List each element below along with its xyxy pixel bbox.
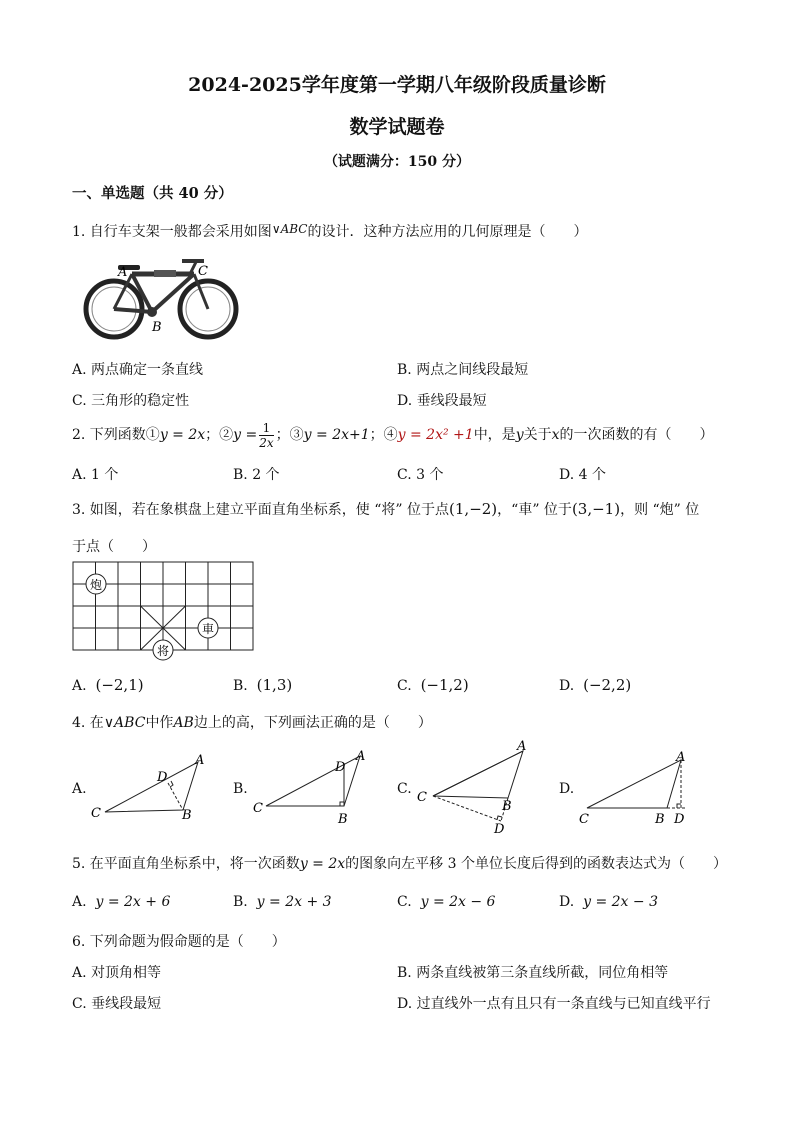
question-5-stem xyxy=(72,853,727,873)
q1-option-c[interactable]: C. 三角形的稳定性 xyxy=(72,393,190,409)
score-note: （试题满分：150 分） xyxy=(323,154,471,170)
q6-option-b[interactable]: B. 两条直线被第三条直线所截，同位角相等 xyxy=(397,965,669,981)
q2-var-x: x xyxy=(551,427,560,443)
question-2-stem xyxy=(72,420,714,450)
option-value: y = 2x + 3 xyxy=(256,894,332,910)
q6-option-c[interactable]: C. 垂线段最短 xyxy=(72,996,162,1012)
question-3-line-1 xyxy=(72,499,699,519)
option-value: (−2,1) xyxy=(95,676,144,694)
fraction-numerator: 1 xyxy=(259,421,273,436)
fig-a-label-b: B xyxy=(182,808,192,823)
option-value: y = 2x + 6 xyxy=(95,894,171,910)
fig-a-label-d: D xyxy=(157,770,168,785)
q1-option-b[interactable]: B. 两点之间线段最短 xyxy=(397,362,529,378)
piece-jiang-label: 将 xyxy=(156,644,170,658)
q2-suffix-b: 关于 xyxy=(523,427,552,443)
exam-subtitle: 数学试题卷 xyxy=(349,116,445,138)
piece-pao-label: 炮 xyxy=(89,578,103,592)
fig-c-label-a: A xyxy=(517,739,527,754)
option-value: y = 2x − 3 xyxy=(583,894,658,910)
option-letter: C. xyxy=(397,894,412,910)
q5-option-a[interactable] xyxy=(72,894,170,910)
q2-prefix: 2. 下列函数① xyxy=(72,427,160,443)
bicycle-figure xyxy=(82,254,242,344)
question-4-stem xyxy=(72,712,432,732)
option-letter: C. xyxy=(397,678,412,694)
fig-b-label-c: C xyxy=(253,801,263,816)
option-letter: B. xyxy=(233,678,248,694)
option-letter: B. xyxy=(233,894,248,910)
q2-suffix-c: 的一次函数的有（ ） xyxy=(559,427,714,443)
q2-function-2-left: y = xyxy=(233,427,258,443)
q3-text-a: 3. 如图，若在象棋盘上建立平面直角坐标系，使 “将” 位于点 xyxy=(72,502,450,518)
q2-option-c[interactable]: C. 3 个 xyxy=(397,467,444,483)
q2-function-3: y = 2x+1 xyxy=(303,427,370,443)
q2-var-y: y xyxy=(515,427,524,443)
q2-option-b[interactable]: B. 2 个 xyxy=(233,467,280,483)
fig-a-label-c: C xyxy=(91,806,101,821)
fig-a-label-a: A xyxy=(195,753,205,768)
q4-figure-c xyxy=(413,736,538,838)
exam-title: 2024-2025学年度第一学期八年级阶段质量诊断 xyxy=(188,74,606,96)
q5-prefix: 5. 在平面直角坐标系中，将一次函数 xyxy=(72,856,300,872)
q3-point-jiang: (1,−2) xyxy=(449,500,498,518)
q5-option-d[interactable] xyxy=(559,894,658,910)
option-letter: A. xyxy=(72,678,87,694)
q4-figure-a xyxy=(88,748,216,824)
option-letter: D. xyxy=(559,894,575,910)
q2-sep-2: ；② xyxy=(205,427,234,443)
q5-option-b[interactable] xyxy=(233,894,332,910)
option-value: (−2,2) xyxy=(583,676,632,694)
q6-option-a[interactable]: A. 对顶角相等 xyxy=(72,965,162,981)
q3-option-d[interactable] xyxy=(559,676,631,694)
q2-function-2-fraction xyxy=(259,421,273,450)
q4-figure-d xyxy=(575,746,700,830)
option-letter: D. xyxy=(559,678,575,694)
question-3-line-2: 于点（ ） xyxy=(72,539,156,555)
option-letter: A. xyxy=(72,894,87,910)
q4-option-a[interactable]: A. xyxy=(72,781,87,797)
q3-option-a[interactable] xyxy=(72,676,144,694)
section-heading: 一、单选题（共 40 分） xyxy=(72,185,233,202)
fig-c-label-b: B xyxy=(502,799,512,814)
q1-triangle-symbol: ∨ABC xyxy=(271,222,308,236)
q6-option-d[interactable]: D. 过直线外一点有且只有一条直线与已知直线平行 xyxy=(397,996,711,1012)
fig-d-label-c: C xyxy=(579,812,589,827)
fig-d-label-a: A xyxy=(676,750,686,765)
option-value: (1,3) xyxy=(256,676,293,694)
q4-triangle-symbol: ∨ABC xyxy=(103,715,146,731)
q2-option-a[interactable]: A. 1 个 xyxy=(72,467,119,483)
bike-label-c: C xyxy=(198,264,208,279)
q4-figure-b xyxy=(250,744,380,828)
option-value: (−1,2) xyxy=(420,676,469,694)
q3-option-b[interactable] xyxy=(233,676,292,694)
q2-sep-4: ；④ xyxy=(369,427,398,443)
q2-option-d[interactable]: D. 4 个 xyxy=(559,467,606,483)
q4-suffix: 边上的高，下列画法正确的是（ ） xyxy=(193,715,432,731)
q3-text-c: ，则 “炮” 位 xyxy=(620,502,700,518)
option-value: y = 2x − 6 xyxy=(420,894,496,910)
q1-option-a[interactable]: A. 两点确定一条直线 xyxy=(72,362,204,378)
chessboard-figure xyxy=(72,560,256,664)
q4-option-b[interactable]: B. xyxy=(233,781,248,797)
q4-option-c[interactable]: C. xyxy=(397,781,412,797)
fig-b-label-b: B xyxy=(338,812,348,827)
bike-label-b: B xyxy=(152,320,162,335)
fig-c-label-c: C xyxy=(417,790,427,805)
bike-label-a: A xyxy=(118,265,128,280)
q4-segment: AB xyxy=(173,715,194,731)
piece-che-label: 車 xyxy=(201,622,215,636)
fraction-denominator: 2x xyxy=(259,435,274,450)
q2-suffix-a: 中，是 xyxy=(473,427,516,443)
fig-d-label-b: B xyxy=(655,812,665,827)
q2-function-4: y = 2x² +1 xyxy=(397,427,474,443)
q5-suffix: 的图象向左平移 3 个单位长度后得到的函数表达式为（ ） xyxy=(345,856,727,872)
q1-prefix: 1. 自行车支架一般都会采用如图 xyxy=(72,224,272,240)
q4-mid: 中作 xyxy=(145,715,174,731)
question-6-stem: 6. 下列命题为假命题的是（ ） xyxy=(72,934,286,950)
q1-option-d[interactable]: D. 垂线段最短 xyxy=(397,393,487,409)
q1-suffix: 的设计．这种方法应用的几何原理是（ ） xyxy=(307,224,588,240)
fig-d-label-d: D xyxy=(674,812,685,827)
q4-prefix: 4. 在 xyxy=(72,715,104,731)
question-1-stem xyxy=(72,221,587,241)
fig-c-label-d: D xyxy=(494,822,505,837)
q3-option-c[interactable] xyxy=(397,676,469,694)
fig-b-label-a: A xyxy=(356,749,366,764)
q4-option-d[interactable]: D. xyxy=(559,781,575,797)
q5-option-c[interactable] xyxy=(397,894,495,910)
q2-sep-3: ；③ xyxy=(275,427,304,443)
fig-b-label-d: D xyxy=(335,760,346,775)
q3-text-b: ，“車” 位于 xyxy=(497,502,572,518)
q2-function-1: y = 2x xyxy=(159,427,206,443)
q3-point-che: (3,−1) xyxy=(571,500,621,518)
q5-function: y = 2x xyxy=(299,856,346,872)
